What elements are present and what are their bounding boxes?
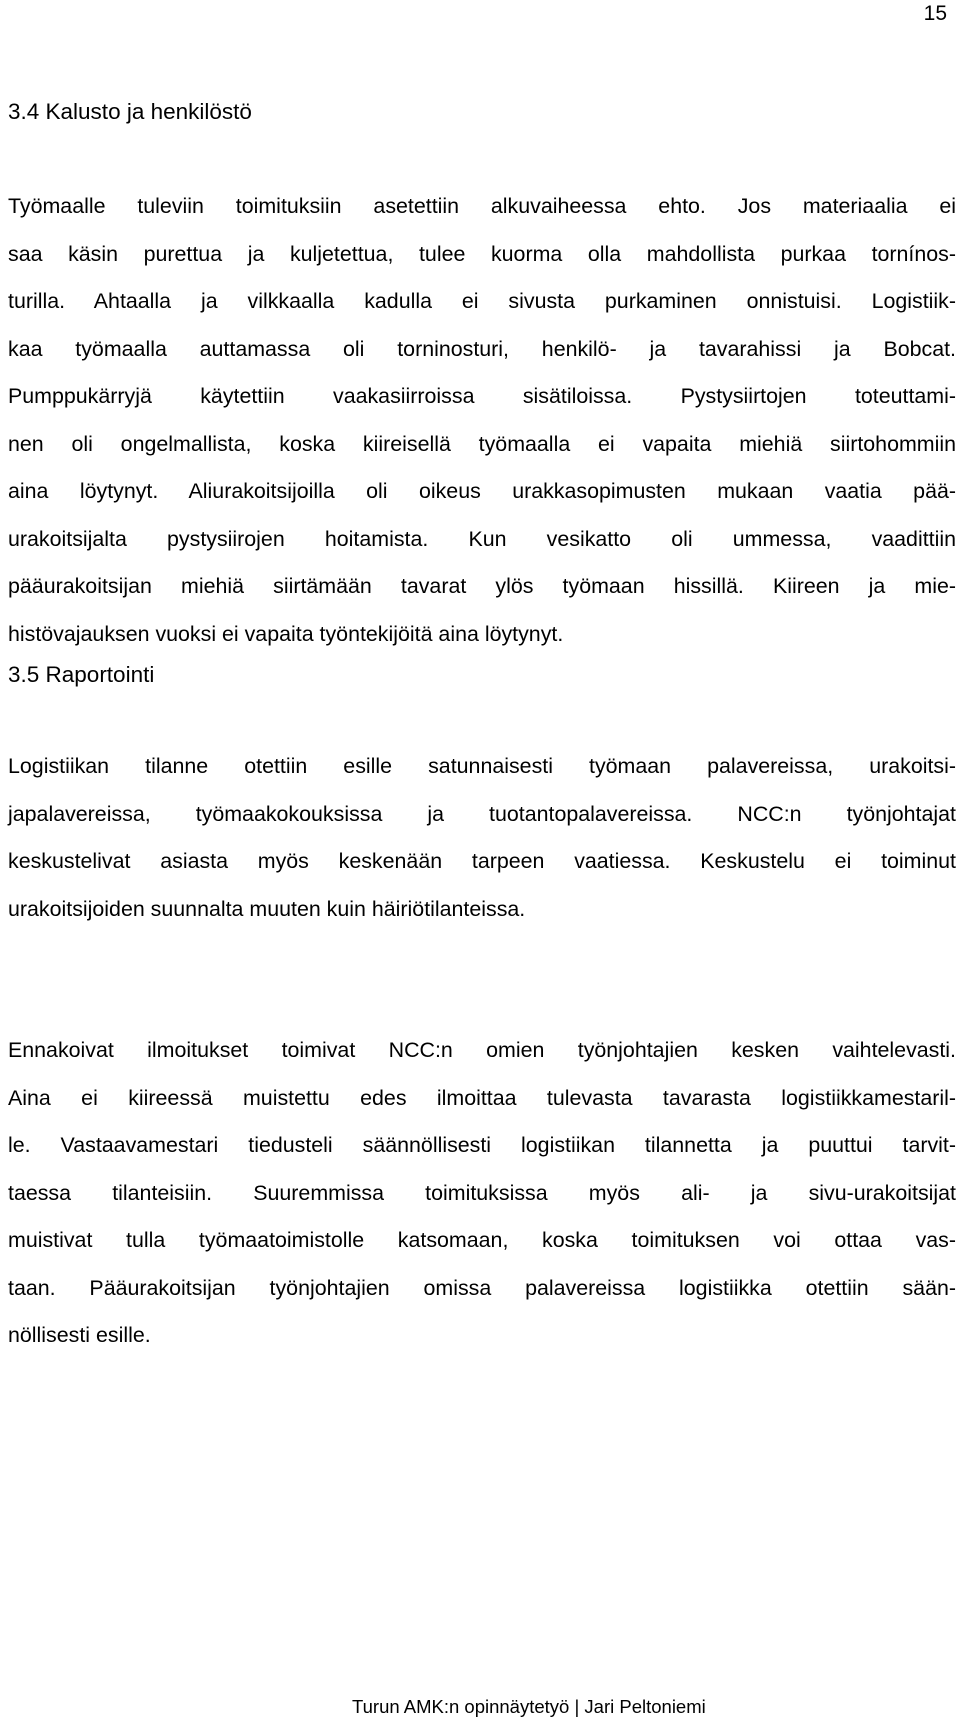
paragraph-line: pääurakoitsijan miehiä siirtämään tavarat ylös työmaan hissillä. Kiireen ja mie-	[8, 574, 956, 598]
paragraph-line: taan. Pääurakoitsijan työnjohtajien omissa palavereissa logistiikka otettiin sään-	[8, 1275, 956, 1300]
paragraph-line: histövajauksen vuoksi ei vapaita työntekijöitä aina löytynyt.	[8, 621, 564, 646]
paragraph-line: turilla. Ahtaalla ja vilkkaalla kadulla ei sivusta purkaminen onnistuisi. Logistiik-	[8, 289, 956, 313]
paragraph-line: taessa tilanteisiin. Suuremmissa toimituksissa myös ali- ja sivu-urakoitsijat	[8, 1180, 956, 1205]
paragraph-line: Työmaalle tuleviin toimituksiin asetettiin alkuvaiheessa ehto. Jos materiaalia ei	[8, 194, 956, 218]
paragraph-line: muistivat tulla työmaatoimistolle katsomaan, koska toimituksen voi ottaa vas-	[8, 1228, 956, 1252]
paragraph-line: urakoitsijalta pystysiirojen hoitamista. Kun vesikatto oli ummessa, vaadittiin	[8, 526, 956, 551]
paragraph-raportointi-1	[8, 743, 956, 933]
paragraph-line: Ennakoivat ilmoitukset toimivat NCC:n omien työnjohtajien kesken vaihtelevasti.	[8, 1038, 956, 1062]
paragraph-line: Aina ei kiireessä muistettu edes ilmoittaa tulevasta tavarasta logistiikkamestaril-	[8, 1085, 956, 1110]
paragraph-line: le. Vastaavamestari tiedusteli säännöllisesti logistiikan tilannetta ja puuttui tarvit-	[8, 1133, 956, 1157]
paragraph-line: urakoitsijoiden suunnalta muuten kuin häiriötilanteissa.	[8, 896, 526, 921]
paragraph-line: nen oli ongelmallista, koska kiireisellä työmaalla ei vapaita miehiä siirtohommiin	[8, 431, 956, 456]
paragraph-line: Pumppukärryjä käytettiin vaakasiirroissa sisätiloissa. Pystysiirtojen toteuttami-	[8, 384, 956, 408]
paragraph-line: japalavereissa, työmaakokouksissa ja tuotantopalavereissa. NCC:n työnjohtajat	[8, 801, 956, 826]
section-heading-3-4: 3.4 Kalusto ja henkilöstö	[8, 99, 252, 124]
paragraph-line: Logistiikan tilanne otettiin esille satunnaisesti työmaan palavereissa, urakoitsi-	[8, 754, 956, 778]
paragraph-line: kaa työmaalla auttamassa oli torninosturi, henkilö- ja tavarahissi ja Bobcat.	[8, 336, 956, 361]
paragraph-line: keskustelivat asiasta myös keskenään tarpeen vaatiessa. Keskustelu ei toiminut	[8, 849, 956, 873]
paragraph-line: nöllisesti esille.	[8, 1323, 151, 1347]
paragraph-line: saa käsin purettua ja kuljetettua, tulee kuorma olla mahdollista purkaa tornínos-	[8, 241, 956, 266]
paragraph-line: aina löytynyt. Aliurakoitsijoilla oli oikeus urakkasopimusten mukaan vaatia pää-	[8, 479, 956, 503]
section-heading-3-5: 3.5 Raportointi	[8, 662, 155, 687]
page-footer: Turun AMK:n opinnäytetyö | Jari Peltoniemi	[352, 1696, 706, 1717]
page-number: 15	[923, 2, 947, 25]
paragraph-kalusto	[8, 183, 956, 658]
paragraph-raportointi-2	[8, 1027, 956, 1360]
